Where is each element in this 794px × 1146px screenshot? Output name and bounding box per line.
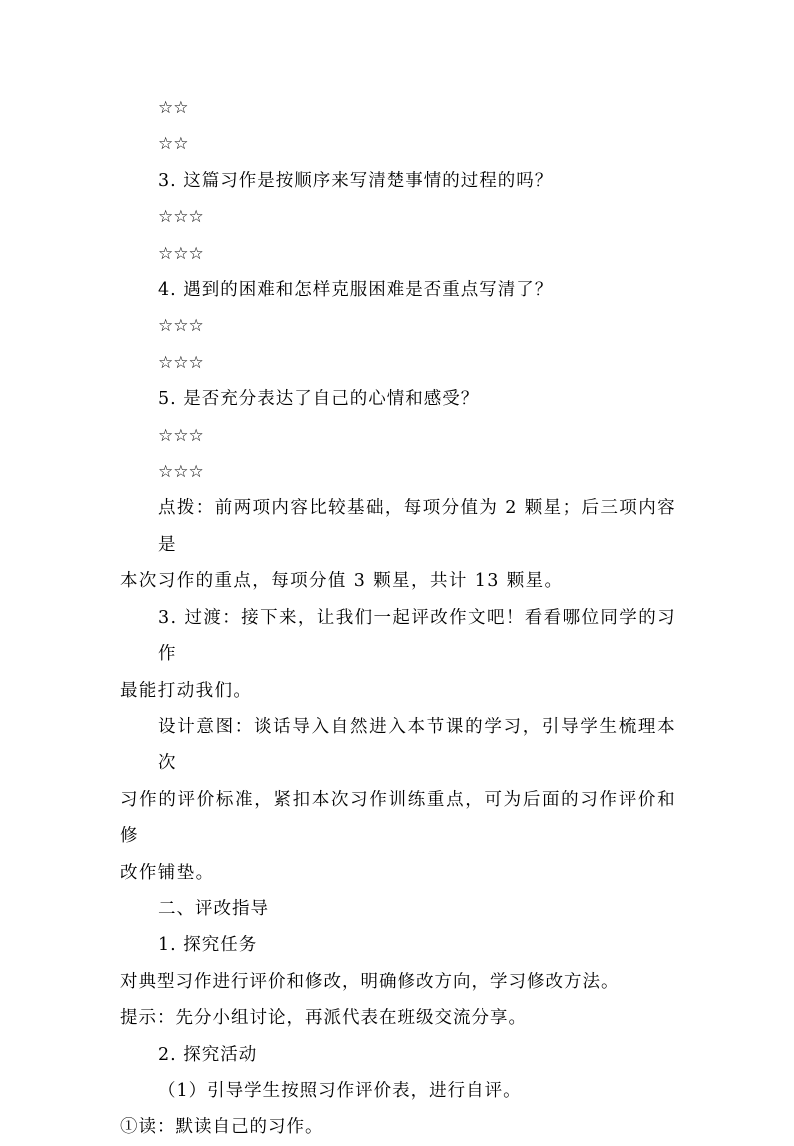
criterion-question: 5. 是否充分表达了自己的心情和感受？ [158, 389, 480, 410]
transition-line: 3. 过渡：接下来，让我们一起评改作文吧！看看哪位同学的习作 [158, 607, 676, 665]
section-heading: 二、评改指导 [158, 898, 269, 919]
design-intent-line: 改作铺垫。 [120, 862, 215, 883]
transition-paragraph [120, 600, 676, 709]
task-text: 对典型习作进行评价和修改，明确修改方向，学习修改方法。 [120, 971, 620, 992]
rating-stars: ☆☆☆ [158, 462, 204, 483]
tip-paragraph [120, 490, 676, 599]
document-body [120, 90, 676, 1146]
tip-line: 点拨：前两项内容比较基础，每项分值为 2 颗星；后三项内容是 [158, 498, 676, 555]
design-intent-line: 设计意图：谈话导入自然进入本节课的学习，引导学生梳理本次 [158, 716, 676, 774]
rating-stars: ☆☆☆ [158, 316, 204, 337]
hint-text: 提示：先分小组讨论，再派代表在班级交流分享。 [120, 1008, 527, 1029]
design-intent-paragraph [120, 709, 676, 891]
activity-step: （1）引导学生按照习作评价表，进行自评。 [158, 1080, 522, 1101]
rating-stars: ☆☆ [158, 134, 189, 155]
rating-stars: ☆☆☆ [158, 207, 204, 228]
design-intent-line: 习作的评价标准，紧扣本次习作训练重点，可为后面的习作评价和修 [120, 789, 676, 847]
tip-line: 本次习作的重点，每项分值 3 颗星，共计 13 颗星。 [120, 571, 564, 592]
rating-stars: ☆☆☆ [158, 352, 204, 373]
rating-stars: ☆☆ [158, 98, 189, 118]
criterion-question: 3. 这篇习作是按顺序来写清楚事情的过程的吗？ [158, 170, 554, 191]
read-step: ①读：默读自己的习作。 [120, 1117, 324, 1138]
rating-stars: ☆☆☆ [158, 425, 204, 446]
rating-stars: ☆☆☆ [158, 243, 204, 264]
transition-line: 最能打动我们。 [120, 680, 253, 701]
activity-heading: 2. 探究活动 [158, 1044, 258, 1065]
criterion-question: 4. 遇到的困难和怎样克服困难是否重点写清了？ [158, 280, 554, 301]
task-heading: 1. 探究任务 [158, 935, 258, 956]
